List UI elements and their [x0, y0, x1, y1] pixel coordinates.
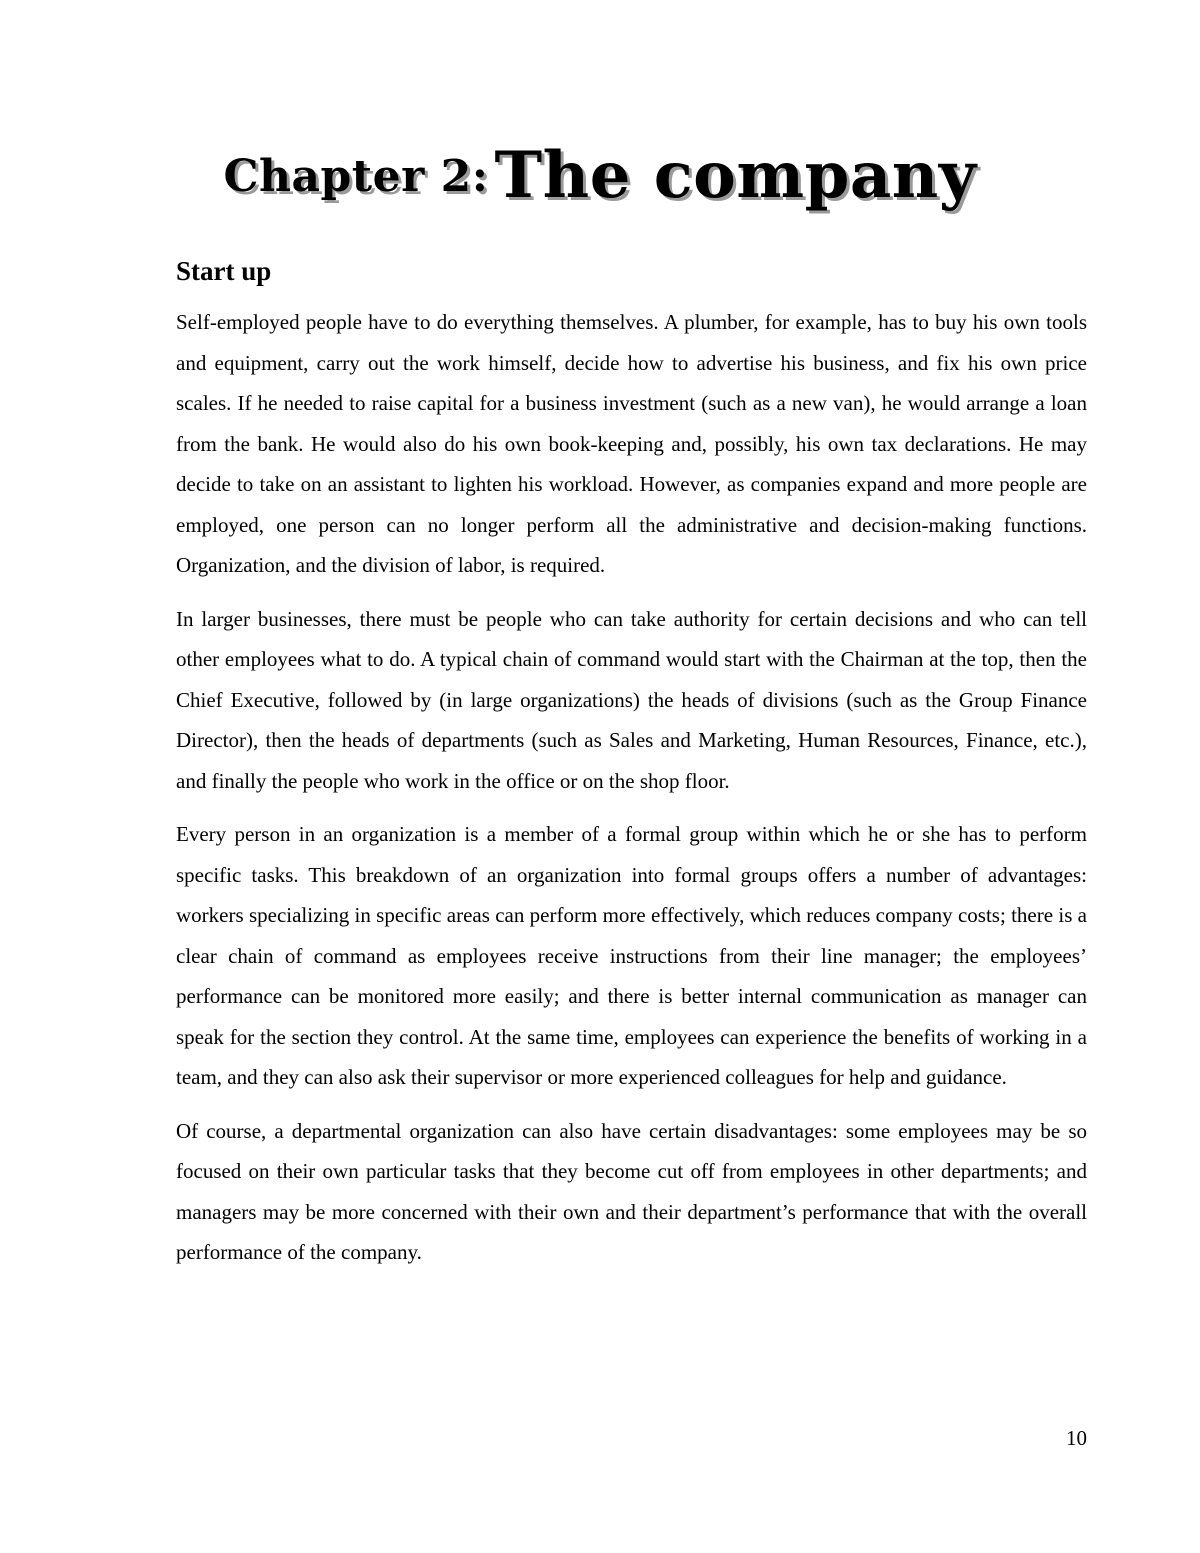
paragraph: Every person in an organization is a member of a formal group within which he or she has to perform specific tasks. This breakdown of an organization into formal groups offers a number of advantages: workers specializing in specific areas can perform more effectively, which reduces company costs; there is a clear chain of command as employees receive instructions from their line manager; the employees’ performance can be monitored more easily; and there is better internal communication as manager can speak for the section they control. At the same time, employees can experience the benefits of working in a team, and they can also ask their supervisor or more experienced colleagues for help and guidance. [176, 822, 1087, 1089]
chapter-title [0, 138, 1200, 213]
paragraph: Self-employed people have to do everything themselves. A plumber, for example, has to buy his own tools and equipment, carry out the work himself, decide how to advertise his business, and fix his own price scales. If he needed to raise capital for a business investment (such as a new van), he would arrange a loan from the bank. He would also do his own book-keeping and, possibly, his own tax declarations. He may decide to take on an assistant to lighten his workload. However, as companies expand and more people are employed, one person can no longer perform all the administrative and decision-making functions. Organization, and the division of labor, is required. [176, 310, 1087, 577]
section-heading: Start up [176, 256, 272, 286]
body-text [176, 302, 1087, 1286]
chapter-prefix: Chapter 2: [223, 151, 489, 202]
chapter-name: The company [494, 138, 977, 213]
page-number: 10 [1066, 1426, 1087, 1450]
paragraph: In larger businesses, there must be people who can take authority for certain decisions and who can tell other employees what to do. A typical chain of command would start with the Chairman at the top, then the Chief Executive, followed by (in large organizations) the heads of divisions (such as the Group Finance Director), then the heads of departments (such as Sales and Marketing, Human Resources, Finance, etc.), and finally the people who work in the office or on the shop floor. [176, 606, 1087, 793]
paragraph: Of course, a departmental organization can also have certain disadvantages: some employees may be so focused on their own particular tasks that they become cut off from employees in other departments; and managers may be more concerned with their own and their department’s performance that with the overall performance of the company. [176, 1118, 1087, 1264]
